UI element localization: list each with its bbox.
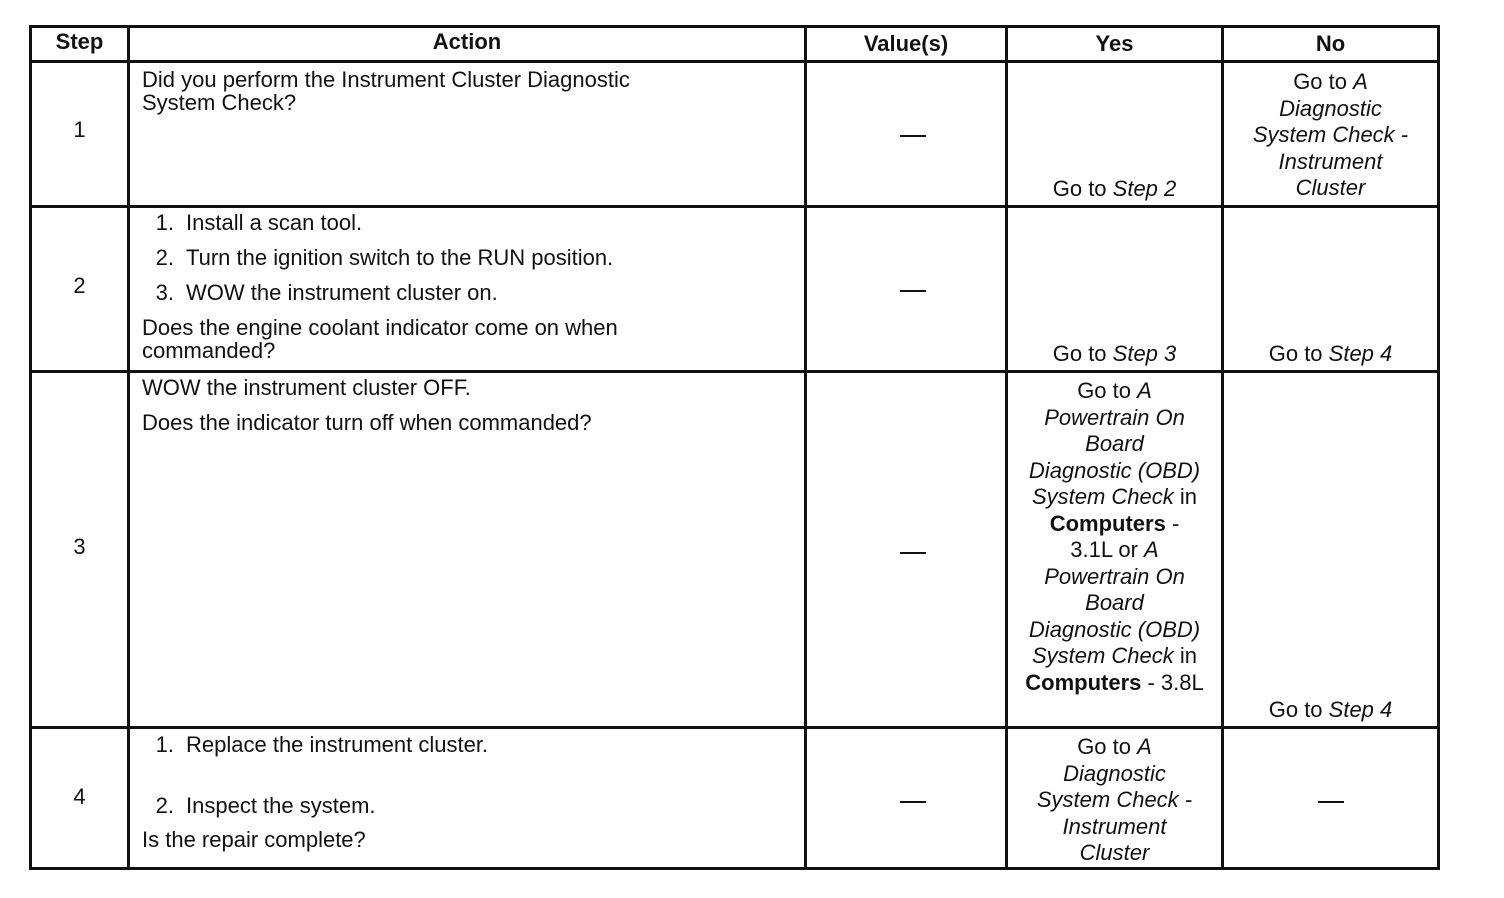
- row4-action: [142, 732, 802, 867]
- row2-yes-link: Step 3: [1112, 341, 1177, 366]
- row3-yes-line5-italic: System Check: [1031, 484, 1174, 509]
- table-border-right: [1437, 25, 1440, 870]
- header-no: No: [1315, 31, 1346, 56]
- row4-no-dash: [1318, 801, 1344, 803]
- row2-action: [142, 210, 802, 368]
- row4-yes-line5: Cluster: [1079, 840, 1150, 865]
- row2-item-1-text: Install a scan tool.: [186, 210, 363, 235]
- row2-question-line2: commanded?: [142, 338, 276, 363]
- row1-no-a: A: [1353, 69, 1368, 94]
- row4-yes-line4: Instrument: [1062, 813, 1167, 839]
- row2-yes-prefix: Go to: [1052, 341, 1113, 366]
- row3-yes-line11-in: in: [1173, 643, 1198, 668]
- row1-no-line5: Cluster: [1295, 175, 1366, 200]
- row3-yes-line10: Diagnostic (OBD): [1028, 616, 1201, 642]
- row1-yes: [1008, 176, 1221, 203]
- row1-no-line4: Instrument: [1278, 148, 1383, 174]
- row2-item-3-text: WOW the instrument cluster on.: [186, 280, 498, 305]
- row3-yes-line1-prefix: Go to: [1077, 378, 1138, 403]
- row2-question-line1: Does the engine coolant indicator come on when: [142, 315, 618, 340]
- step-number-2: 2: [73, 273, 86, 298]
- row1-no-prefix: Go to: [1293, 69, 1354, 94]
- row4-item-1-text: Replace the instrument cluster.: [186, 732, 489, 757]
- row1-no: [1224, 69, 1437, 202]
- row4-yes: [1008, 734, 1221, 867]
- row1-value-dash: [900, 135, 926, 137]
- row-divider-3: [29, 726, 1440, 729]
- col-divider-step: [127, 25, 130, 870]
- row3-no-prefix: Go to: [1268, 697, 1329, 722]
- row3-yes-line7-text: 3.1L or: [1070, 537, 1145, 562]
- row3-yes-line1-a: A: [1137, 378, 1152, 403]
- row4-yes-line3: System Check -: [1036, 787, 1193, 812]
- row1-action-line1: Did you perform the Instrument Cluster Diagnostic: [142, 67, 630, 92]
- header-values: Value(s): [863, 31, 949, 56]
- row3-yes-line12-bold: Computers: [1025, 669, 1142, 695]
- row3-yes-line12-rest: - 3.8L: [1141, 669, 1204, 695]
- row4-yes-a: A: [1137, 734, 1152, 759]
- row3-yes-line8: Powertrain On: [1044, 563, 1185, 589]
- header-yes: Yes: [1095, 31, 1134, 56]
- header-action: Action: [432, 29, 502, 54]
- row4-value-dash: [900, 801, 926, 803]
- header-divider: [29, 60, 1440, 63]
- row3-yes-line5-in: in: [1173, 484, 1198, 509]
- table-border-bottom: [29, 867, 1440, 870]
- row2-item-3-number: 3.: [155, 280, 174, 305]
- row3-yes: [1008, 378, 1221, 696]
- row3-value-dash: [900, 552, 926, 554]
- row2-no-link: Step 4: [1328, 341, 1393, 366]
- col-divider-action: [804, 25, 807, 870]
- row3-no-link: Step 4: [1328, 697, 1393, 722]
- row2-value-dash: [900, 290, 926, 292]
- step-number-4: 4: [73, 784, 86, 809]
- row1-yes-link: Step 2: [1112, 176, 1177, 201]
- row3-action: [142, 375, 802, 436]
- row1-action: [142, 67, 802, 116]
- row2-item-2-number: 2.: [155, 245, 174, 270]
- row4-yes-prefix: Go to: [1077, 734, 1138, 759]
- step-number-1: 1: [73, 117, 86, 142]
- row-divider-2: [29, 370, 1440, 373]
- row1-action-line2: System Check?: [142, 89, 297, 115]
- row1-yes-prefix: Go to: [1052, 176, 1113, 201]
- row3-yes-line9: Board: [1085, 590, 1144, 615]
- row3-yes-line2: Powertrain On: [1044, 404, 1185, 430]
- row4-question: Is the repair complete?: [142, 827, 366, 852]
- table-border-top: [29, 25, 1440, 28]
- header-step: Step: [55, 29, 104, 54]
- row3-yes-line6-bold: Computers: [1049, 510, 1166, 536]
- row4-item-2-text: Inspect the system.: [186, 793, 376, 818]
- step-number-3: 3: [73, 534, 86, 559]
- row3-no: [1224, 697, 1437, 724]
- row2-no-prefix: Go to: [1268, 341, 1329, 366]
- row4-yes-line2: Diagnostic: [1063, 760, 1166, 786]
- diagnostic-table: [29, 25, 1440, 870]
- row3-yes-line6-rest: -: [1165, 510, 1180, 536]
- row2-no: [1224, 341, 1437, 368]
- row3-yes-line7-a: A: [1144, 537, 1159, 562]
- row2-yes: [1008, 341, 1221, 368]
- row1-no-line3: System Check -: [1252, 122, 1409, 147]
- row3-action-line1: WOW the instrument cluster OFF.: [142, 375, 471, 400]
- row2-item-1-number: 1.: [155, 210, 174, 235]
- row3-yes-line4: Diagnostic (OBD): [1028, 457, 1201, 483]
- row3-yes-line3: Board: [1085, 431, 1144, 456]
- row3-action-line2: Does the indicator turn off when commanded?: [142, 409, 592, 435]
- row1-no-line2: Diagnostic: [1279, 95, 1382, 121]
- row-divider-1: [29, 205, 1440, 208]
- table-border-left: [29, 25, 32, 870]
- row2-item-2-text: Turn the ignition switch to the RUN position.: [186, 245, 614, 270]
- row4-item-2-number: 2.: [155, 793, 174, 818]
- row3-yes-line11-italic: System Check: [1031, 643, 1174, 668]
- row4-item-1-number: 1.: [155, 732, 174, 757]
